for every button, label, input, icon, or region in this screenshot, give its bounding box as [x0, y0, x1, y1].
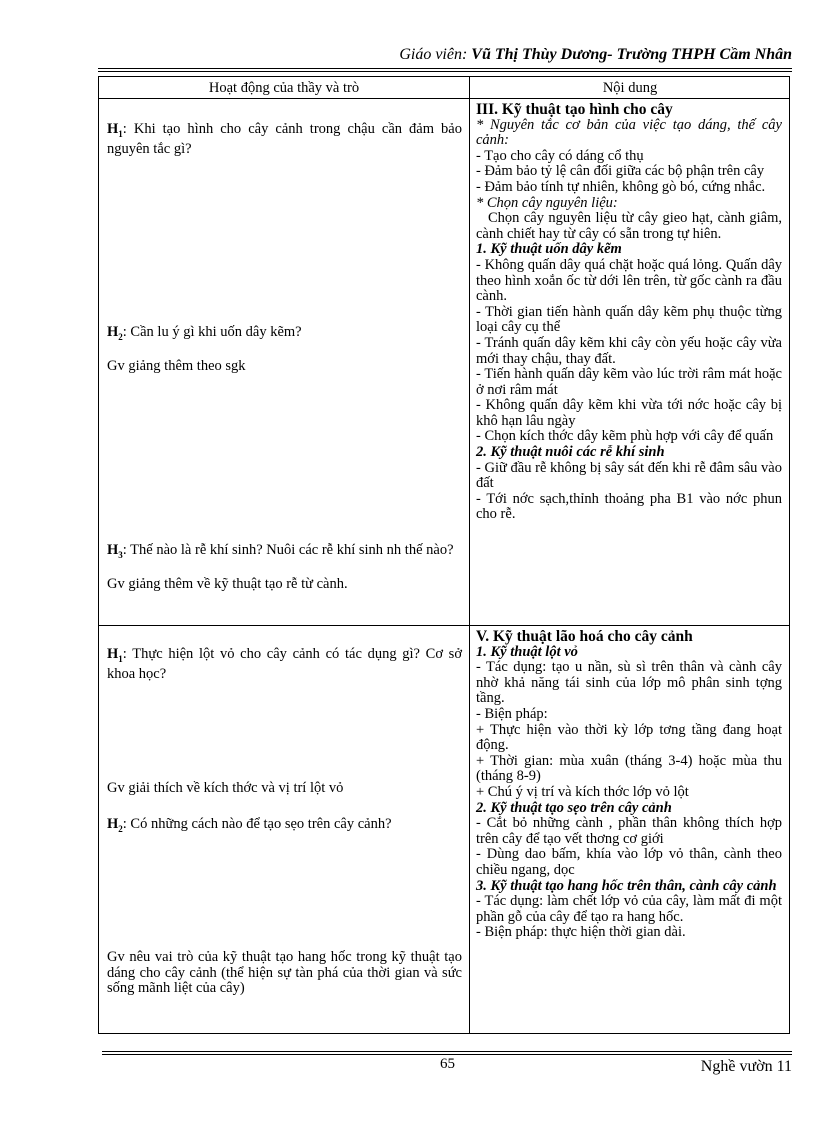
principle-heading: * Nguyên tắc cơ bản của việc tạo dáng, thế cây cảnh: — [476, 116, 782, 149]
row-divider — [99, 625, 789, 626]
section-title-5: V. Kỹ thuật lão hoá cho cây cảnh — [476, 628, 693, 645]
section-title-3: III. Kỹ thuật tạo hình cho cây — [476, 101, 673, 118]
scar-item: - Dùng dao bấm, khía vào lớp vỏ thân, cành theo chiều ngang, dọc — [476, 846, 782, 878]
row1-teacher-note-2: Gv giảng thêm về kỹ thuật tạo rễ từ cành. — [107, 576, 348, 592]
row2-question-1: $H_1$: Thực hiện lột vỏ cho cây cảnh có tác dụng gì? Cơ sở khoa học? — [107, 646, 462, 683]
material-heading: * Chọn cây nguyên liệu: — [476, 194, 618, 211]
page-header — [0, 46, 792, 64]
column-header-content: Nội dung — [602, 80, 658, 96]
lesson-table — [98, 76, 790, 1034]
header-row-divider — [99, 98, 789, 99]
row2-teacher-note-2: Gv nêu vai trò của kỹ thuật tạo hang hốc trong kỹ thuật tạo dáng cho cây cảnh (thể hiện sự tàn phá của thời gian và sức sống mãnh liệt của cây) — [107, 949, 462, 997]
wire-item: - Không quấn dây quá chặt hoặc quá lỏng. Quấn dây theo hình xoắn ốc từ dới lên trên, từ gốc cành ra đầu cành. — [476, 256, 782, 305]
peel-item: + Chú ý vị trí và kích thớc lớp vỏ lột — [476, 783, 689, 800]
column-header-activities: Hoạt động của thầy và trò — [208, 80, 360, 96]
row1-question-3: $H_3$: Thế nào là rễ khí sinh? Nuôi các rễ khí sinh nh thế nào? — [107, 542, 454, 560]
scar-heading: 2. Kỹ thuật tạo sẹo trên cây cảnh — [476, 799, 672, 816]
header-teacher: Vũ Thị Thùy Dương- Trường THPH Cầm Nhân — [467, 46, 792, 63]
wire-item: - Thời gian tiến hành quấn dây kẽm phụ thuộc từng loại cây cụ thể — [476, 303, 782, 336]
principle-item: - Tạo cho cây có dáng cổ thụ — [476, 147, 644, 164]
wire-item: - Tiến hành quấn dây kẽm vào lúc trời râm mát hoặc ở nơi râm mát — [476, 366, 782, 398]
hollow-heading: 3. Kỹ thuật tạo hang hốc trên thân, cành cây cảnh — [476, 877, 777, 894]
header-rule-2 — [98, 71, 792, 72]
row1-content — [476, 102, 782, 523]
footer-rule — [102, 1051, 792, 1052]
question-marker: H — [107, 121, 119, 137]
header-label: Giáo viên: — [399, 46, 468, 63]
column-divider — [469, 77, 470, 1033]
row2-content — [476, 629, 782, 941]
principle-item: - Đảm bảo tỷ lệ cân đối giữa các bộ phận trên cây — [476, 163, 765, 180]
row2-question-2: $H_2$: Có những cách nào để tạo sẹo trên cây cảnh? — [107, 816, 392, 834]
row2-teacher-note-1: Gv giải thích về kích thớc và vị trí lột vỏ — [107, 780, 344, 796]
peel-heading: 1. Kỹ thuật lột vỏ — [476, 643, 578, 660]
material-text: Chọn cây nguyên liệu từ cây gieo hạt, cành giâm, cành chiết hay từ cây có sẵn trong tự hiên. — [476, 210, 782, 242]
root-item: - Tới nớc sạch,thỉnh thoảng pha B1 vào nớc phun cho rễ. — [476, 490, 782, 523]
row1-teacher-note-1: Gv giảng thêm theo sgk — [107, 358, 246, 374]
scar-item: - Cắt bỏ những cành , phần thân không thích hợp trên cây để tạo vết thơng cơ giới — [476, 815, 782, 847]
row1-question-2: $H_2$: Cần lu ý gì khi uốn dây kẽm? — [107, 324, 302, 342]
wire-item: - Chọn kích thớc dây kẽm phù hợp với cây để quấn — [476, 428, 774, 445]
wire-heading: 1. Kỹ thuật uốn dây kẽm — [476, 241, 622, 258]
row1-question-1: $H_1$: Khi tạo hình cho cây cảnh trong chậu cần đảm bảo nguyên tắc gì? — [107, 121, 462, 158]
root-item: - Giữ đầu rễ không bị sây sát đến khi rễ đâm sâu vào đất — [476, 459, 782, 492]
book-name: Nghề vườn 11 — [700, 1058, 792, 1075]
peel-item: - Biện pháp: — [476, 705, 548, 722]
hollow-item: - Biện pháp: thực hiện thời gian dài. — [476, 924, 686, 941]
root-heading: 2. Kỹ thuật nuôi các rễ khí sinh — [476, 444, 665, 461]
peel-item: + Thời gian: mùa xuân (tháng 3-4) hoặc mùa thu (tháng 8-9) — [476, 752, 782, 785]
principle-item: - Đảm bảo tính tự nhiên, không gò bó, cứng nhắc. — [476, 178, 766, 195]
footer-rule-2 — [102, 1054, 792, 1055]
page-number: 65 — [440, 1056, 455, 1072]
peel-item: + Thực hiện vào thời kỳ lớp tơng tầng đang hoạt động. — [476, 721, 782, 754]
hollow-item: - Tác dụng: làm chết lớp vỏ của cây, làm mất đi một phần gỗ của cây để tạo ra hang hốc. — [476, 893, 782, 925]
wire-item: - Tránh quấn dây kẽm khi cây còn yếu hoặc cây vừa mới thay chậu, thay đất. — [476, 334, 782, 367]
peel-item: - Tác dụng: tạo u nần, sù sì trên thân và cành cây nhờ khả năng tái sinh của lớp mô phân sinh tợng tầng. — [476, 659, 782, 707]
wire-item: - Không quấn dây kẽm khi vừa tới nớc hoặc cây bị khô hạn lâu ngày — [476, 397, 782, 429]
header-rule — [98, 68, 792, 69]
